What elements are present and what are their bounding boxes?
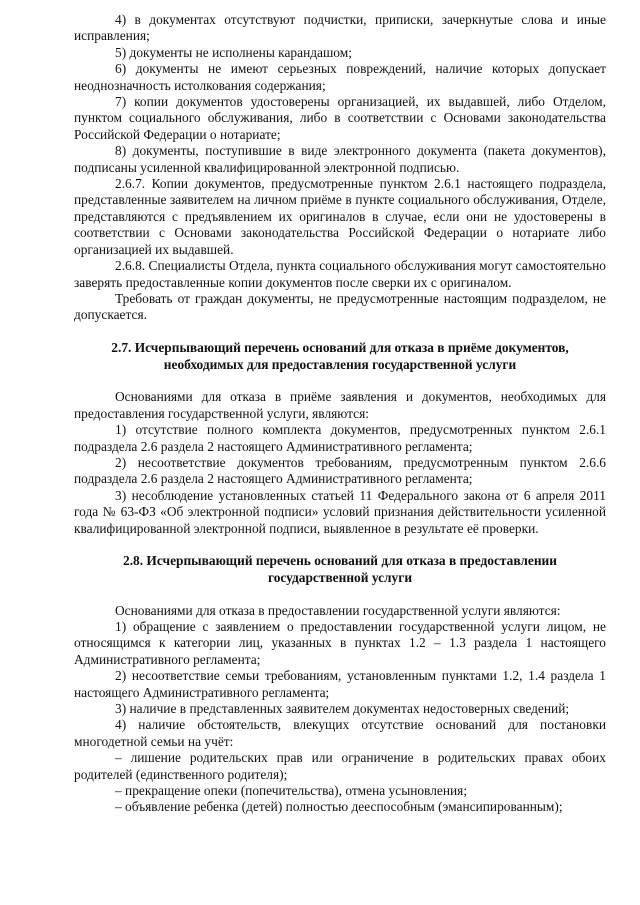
- section-2-8-item-2: 2) несоответствие семьи требованиям, установленным пунктами 1.2, 1.4 раздела 1 настоящего Административного регламента;: [74, 668, 606, 700]
- closing-paragraph: Требовать от граждан документы, не предусмотренные настоящим подразделом, не допускается.: [74, 290, 606, 323]
- section-2-7-intro: Основаниями для отказа в приёме заявления и документов, необходимых для предоставления государственной услуги, являются:: [74, 389, 606, 421]
- section-2-8-heading: 2.8. Исчерпывающий перечень оснований для отказа в предоставлении государственной услуги: [123, 553, 557, 585]
- section-2-8-item-4: 4) наличие обстоятельств, влекущих отсутствие оснований для постановки многодетной семьи на учёт:: [74, 717, 606, 749]
- list-item-8: 8) документы, поступившие в виде электронного документа (пакета документов), подписаны усиленной квалифицированной электронной подписью.: [74, 143, 606, 175]
- spacer: [74, 324, 606, 340]
- section-2-7-heading: 2.7. Исчерпывающий перечень оснований для отказа в приёме документов, необходимых для предоставления государственной услуги: [111, 340, 569, 372]
- section-2-7-item-3: 3) несоблюдение установленных статьей 11 Федерального закона от 6 апреля 2011 года № 63-ФЗ «Об электронной подписи» условий признания действительности усиленной квалифицированной электронной подписи, выявленное в результате её проверки.: [74, 487, 606, 536]
- list-item-4: 4) в документах отсутствуют подчистки, приписки, зачеркнутые слова и иные исправления;: [74, 12, 606, 44]
- list-item-5: 5) документы не исполнены карандашом;: [115, 44, 352, 60]
- list-item-7: 7) копии документов удостоверены организацией, их выдавшей, либо Отделом, пунктом социального обслуживания, либо в соответствии с Основами законодательства Российской Федерации о нотариате;: [74, 94, 606, 142]
- spacer: [74, 373, 606, 389]
- clause-2-6-8: 2.6.8. Специалисты Отдела, пункта социального обслуживания могут самостоятельно заверять предоставленные копии документов после сверки их с оригиналом.: [74, 258, 606, 290]
- clause-2-6-7: 2.6.7. Копии документов, предусмотренные пунктом 2.6.1 настоящего подраздела, представленные заявителем на личном приёме в пункте социального обслуживания, Отделе, представляются с предъявлением их оригиналов в случае, если они не удостоверены в соответствии с Основами законодательства Российской Федерации о нотариате либо организацией их выдавшей.: [74, 176, 606, 257]
- section-2-8-dash-3: – объявление ребенка (детей) полностью дееспособным (эмансипированным);: [115, 799, 563, 815]
- section-2-7-item-2: 2) несоответствие документов требованиям, предусмотренным пунктом 2.6.6 подраздела 2.6 раздела 2 настоящего Административного регламента;: [74, 454, 606, 487]
- spacer: [74, 537, 606, 553]
- list-item-6: 6) документы не имеют серьезных повреждений, наличие которых допускает неоднозначность истолкования содержания;: [74, 61, 606, 93]
- section-2-8-intro: Основаниями для отказа в предоставлении государственной услуги являются:: [115, 602, 561, 618]
- section-2-8-item-3: 3) наличие в представленных заявителем документах недостоверных сведений;: [115, 701, 570, 716]
- section-2-7-item-1: 1) отсутствие полного комплекта документов, предусмотренных пунктом 2.6.1 подраздела 2.6 раздела 2 настоящего Административного регламента;: [74, 422, 606, 454]
- section-2-8-dash-2: – прекращение опеки (попечительства), отмена усыновления;: [115, 783, 468, 799]
- section-2-8-dash-1: – лишение родительских прав или ограничение в родительских правах обоих родителей (единственного родителя);: [74, 750, 606, 782]
- document-page: [74, 12, 606, 816]
- spacer: [74, 586, 606, 602]
- section-2-8-item-1: 1) обращение с заявлением о предоставлении государственной услуги лицом, не относящимся к категории лиц, указанных в пунктах 1.2 – 1.3 раздела 1 настоящего Административного регламента;: [74, 618, 606, 667]
